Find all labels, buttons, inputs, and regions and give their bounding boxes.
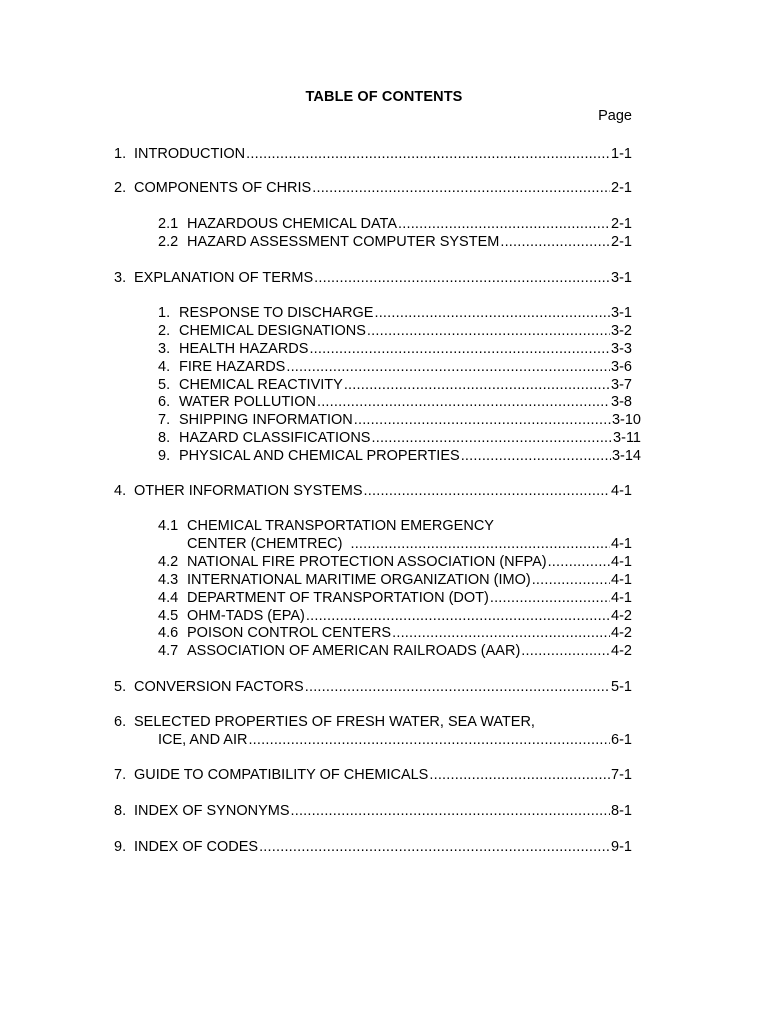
toc-entry-hazardous-chemical-data[interactable] [158, 215, 632, 233]
toc-entry-page: 4-2 [611, 625, 632, 641]
toc-entry-label: POISON CONTROL CENTERS [187, 625, 392, 641]
dot-leader [314, 269, 610, 287]
dot-leader [429, 766, 610, 784]
toc-entry-selected-properties-line2[interactable] [158, 731, 632, 749]
toc-entry-page: 6-1 [611, 732, 632, 748]
toc-entry-label: WATER POLLUTION [179, 394, 316, 410]
toc-entry-label: INDEX OF SYNONYMS [134, 803, 290, 819]
toc-entry-page: 3-11 [613, 430, 641, 446]
toc-entry-label: HAZARD ASSESSMENT COMPUTER SYSTEM [187, 234, 500, 250]
toc-entry-label: HEALTH HAZARDS [179, 341, 309, 357]
page-title: TABLE OF CONTENTS [305, 89, 463, 105]
dot-leader [490, 589, 610, 607]
dot-leader [286, 358, 610, 376]
toc-entry-number: 2.2 [158, 234, 179, 250]
toc-entry-components-of-chris[interactable] [114, 179, 632, 197]
toc-entry-number: 4. [158, 359, 171, 375]
toc-entry-label-continued: CENTER (CHEMTREC) [187, 536, 343, 552]
toc-entry-number: 3. [114, 270, 127, 286]
toc-entry-label: INTRODUCTION [134, 146, 246, 162]
toc-entry-page: 4-2 [611, 608, 632, 624]
dot-leader [364, 482, 611, 500]
toc-entry-health-hazards[interactable] [158, 340, 632, 358]
toc-entry-number: 2. [158, 323, 171, 339]
toc-entry-number: 4.1 [158, 518, 179, 534]
dot-leader [312, 179, 610, 197]
dot-leader [392, 624, 610, 642]
toc-entry-page: 4-1 [611, 536, 632, 552]
toc-entry-number: 7. [158, 412, 171, 428]
toc-entry-label: NATIONAL FIRE PROTECTION ASSOCIATION (NFPA) [187, 554, 547, 570]
toc-entry-number: 1. [114, 146, 127, 162]
dot-leader [398, 215, 610, 233]
dot-leader [371, 429, 612, 447]
toc-entry-page: 9-1 [611, 839, 632, 855]
toc-entry-label: CONVERSION FACTORS [134, 679, 304, 695]
toc-entry-page: 3-1 [611, 270, 632, 286]
toc-entry-page: 3-1 [611, 305, 632, 321]
toc-entry-label: OTHER INFORMATION SYSTEMS [134, 483, 363, 499]
toc-entry-page: 4-1 [611, 554, 632, 570]
toc-entry-number: 4.4 [158, 590, 179, 606]
toc-entry-page: 2-1 [611, 180, 632, 196]
toc-entry-label: DEPARTMENT OF TRANSPORTATION (DOT) [187, 590, 489, 606]
dot-leader [259, 838, 610, 856]
toc-entry-number: 5. [158, 377, 171, 393]
toc-entry-label: ASSOCIATION OF AMERICAN RAILROADS (AAR) [187, 643, 521, 659]
toc-entry-page: 3-10 [611, 412, 641, 428]
toc-entry-guide-to-compatibility[interactable] [114, 766, 632, 784]
toc-entry-page: 4-2 [611, 643, 632, 659]
toc-entry-chemical-reactivity[interactable] [158, 376, 632, 394]
toc-entry-aar[interactable] [158, 642, 632, 660]
toc-entry-page: 4-1 [611, 572, 632, 588]
dot-leader [500, 233, 610, 251]
dot-leader [548, 553, 610, 571]
dot-leader [350, 535, 610, 553]
toc-entry-chemtrec-line2[interactable] [187, 535, 632, 553]
toc-entry-page: 3-6 [611, 359, 632, 375]
toc-entry-dot[interactable] [158, 589, 632, 607]
toc-entry-label: SHIPPING INFORMATION [179, 412, 353, 428]
toc-entry-page: 8-1 [611, 803, 632, 819]
toc-entry-number: 2. [114, 180, 127, 196]
toc-entry-number: 4. [114, 483, 127, 499]
toc-entry-hazard-assessment-computer-system[interactable] [158, 233, 632, 251]
toc-entry-poison-control-centers[interactable] [158, 624, 632, 642]
dot-leader [532, 571, 610, 589]
toc-entry-page: 4-1 [611, 590, 632, 606]
toc-entry-page: 5-1 [611, 679, 632, 695]
toc-entry-page: 3-2 [611, 323, 632, 339]
toc-entry-number: 5. [114, 679, 127, 695]
toc-entry-page: 3-14 [611, 448, 641, 464]
toc-entry-page: 2-1 [611, 216, 632, 232]
page-column-label: Page [598, 108, 632, 124]
dot-leader [374, 304, 610, 322]
dot-leader [246, 145, 610, 163]
toc-entry-page: 2-1 [611, 234, 632, 250]
toc-entry-number: 1. [158, 305, 171, 321]
dot-leader [291, 802, 611, 820]
toc-entry-label: OHM-TADS (EPA) [187, 608, 305, 624]
toc-entry-nfpa[interactable] [158, 553, 632, 571]
toc-entry-physical-and-chemical-properties[interactable] [158, 447, 641, 465]
toc-entry-selected-properties-line1[interactable] [114, 713, 535, 731]
toc-entry-label: HAZARDOUS CHEMICAL DATA [187, 216, 398, 232]
toc-entry-label: CHEMICAL TRANSPORTATION EMERGENCY [187, 518, 494, 534]
toc-entry-water-pollution[interactable] [158, 393, 632, 411]
toc-entry-chemical-designations[interactable] [158, 322, 632, 340]
toc-entry-page: 3-3 [611, 341, 632, 357]
toc-entry-page: 1-1 [611, 146, 632, 162]
toc-entry-number: 8. [158, 430, 171, 446]
toc-entry-response-to-discharge[interactable] [158, 304, 632, 322]
toc-entry-chemtrec-line1[interactable] [158, 517, 494, 535]
toc-entry-number: 4.3 [158, 572, 179, 588]
toc-entry-number: 6. [158, 394, 171, 410]
toc-entry-page: 3-7 [611, 377, 632, 393]
toc-entry-index-of-codes[interactable] [114, 838, 632, 856]
toc-entry-label: CHEMICAL REACTIVITY [179, 377, 343, 393]
toc-entry-page: 4-1 [611, 483, 632, 499]
dot-leader [367, 322, 610, 340]
toc-entry-label: COMPONENTS OF CHRIS [134, 180, 312, 196]
toc-entry-number: 4.7 [158, 643, 179, 659]
dot-leader [306, 607, 610, 625]
toc-entry-shipping-information[interactable] [158, 411, 641, 429]
toc-entry-label: HAZARD CLASSIFICATIONS [179, 430, 371, 446]
toc-entry-ohm-tads[interactable] [158, 607, 632, 625]
toc-entry-fire-hazards[interactable] [158, 358, 632, 376]
toc-entry-number: 9. [158, 448, 171, 464]
toc-entry-index-of-synonyms[interactable] [114, 802, 632, 820]
toc-entry-label: SELECTED PROPERTIES OF FRESH WATER, SEA WATER, [134, 714, 535, 730]
toc-entry-number: 2.1 [158, 216, 179, 232]
toc-entry-hazard-classifications[interactable] [158, 429, 641, 447]
dot-leader [309, 340, 610, 358]
toc-entry-label: PHYSICAL AND CHEMICAL PROPERTIES [179, 448, 460, 464]
toc-entry-label: EXPLANATION OF TERMS [134, 270, 314, 286]
toc-entry-label: INDEX OF CODES [134, 839, 259, 855]
toc-entry-number: 8. [114, 803, 127, 819]
toc-entry-number: 9. [114, 839, 127, 855]
dot-leader [305, 678, 610, 696]
toc-entry-number: 6. [114, 714, 127, 730]
toc-entry-number: 4.2 [158, 554, 179, 570]
toc-entry-explanation-of-terms[interactable] [114, 269, 632, 287]
dot-leader [521, 642, 610, 660]
toc-entry-label: CHEMICAL DESIGNATIONS [179, 323, 366, 339]
toc-entry-number: 4.6 [158, 625, 179, 641]
dot-leader [354, 411, 611, 429]
toc-entry-conversion-factors[interactable] [114, 678, 632, 696]
toc-entry-imo[interactable] [158, 571, 632, 589]
toc-entry-number: 7. [114, 767, 127, 783]
toc-entry-page: 3-8 [611, 394, 632, 410]
dot-leader [317, 393, 610, 411]
toc-entry-number: 3. [158, 341, 171, 357]
toc-entry-label: GUIDE TO COMPATIBILITY OF CHEMICALS [134, 767, 429, 783]
toc-entry-label-continued: ICE, AND AIR [158, 732, 248, 748]
toc-entry-label: RESPONSE TO DISCHARGE [179, 305, 374, 321]
toc-entry-page: 7-1 [611, 767, 632, 783]
toc-entry-label: FIRE HAZARDS [179, 359, 286, 375]
toc-entry-other-information-systems[interactable] [114, 482, 632, 500]
dot-leader [248, 731, 610, 749]
toc-entry-introduction[interactable] [114, 145, 632, 163]
dot-leader [461, 447, 611, 465]
toc-entry-label: INTERNATIONAL MARITIME ORGANIZATION (IMO) [187, 572, 531, 588]
toc-entry-number: 4.5 [158, 608, 179, 624]
dot-leader [344, 376, 610, 394]
